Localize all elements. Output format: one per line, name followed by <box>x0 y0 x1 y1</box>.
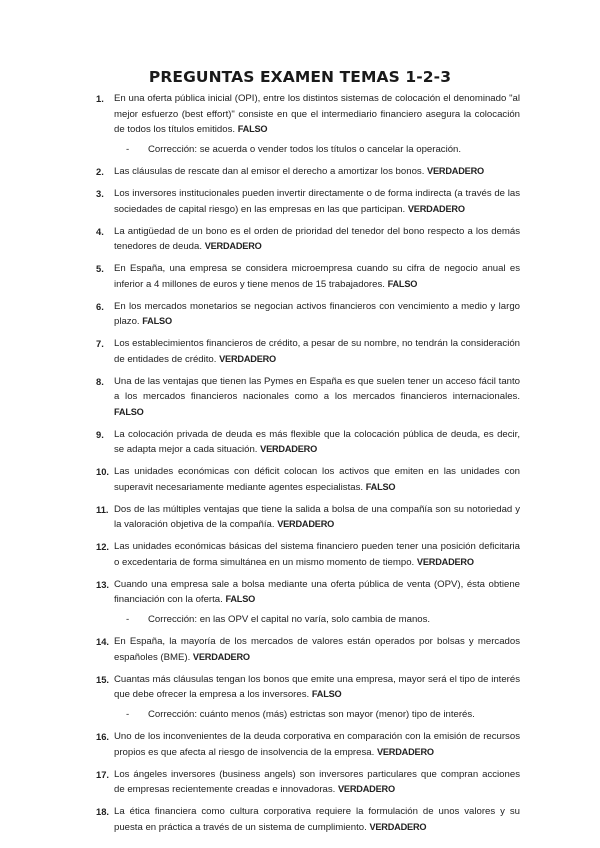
question-item <box>96 464 520 495</box>
question-answer: VERDADERO <box>192 651 250 662</box>
question-number: 9. <box>96 428 104 440</box>
question-number: 16. <box>96 731 110 742</box>
question-number: 3. <box>96 188 104 199</box>
correction-note <box>126 707 520 723</box>
question-text: En una oferta pública inicial (OPI), entre los distintos sistemas de colocación el denominado "al mejor esfuerzo (best effort)" consiste en que el intermediario financiero asegura la colocación de todos los títulos emitidos. <box>114 93 520 135</box>
correction-text: Corrección: se acuerda o vender todos los títulos o cancelar la operación. <box>148 144 462 155</box>
question-item <box>96 164 520 180</box>
question-text: En España, una empresa se considera microempresa cuando su cifra de negocio anual es inferior a 4 millones de euros y tiene menos de 15 trabajadores. <box>114 263 520 290</box>
question-answer: FALSO <box>311 689 342 699</box>
question-answer: VERDADERO <box>376 746 434 757</box>
question-item <box>96 767 520 798</box>
question-text: La ética financiera como cultura corporativa requiere la formulación de unos valores y su puesta en práctica a través de un sistema de cumplimiento. <box>114 806 520 833</box>
question-number: 14. <box>96 636 110 647</box>
question-item <box>96 91 520 138</box>
question-text: Los inversores institucionales pueden invertir directamente o de forma indirecta (a través de las sociedades de capital riesgo) en las empresas en las que participan. <box>114 188 520 215</box>
question-number: 12. <box>96 541 110 552</box>
question-answer: VERDADERO <box>260 444 318 454</box>
question-item <box>96 261 520 292</box>
question-answer: VERDADERO <box>338 784 395 794</box>
correction-note <box>126 612 520 628</box>
correction-note <box>126 142 520 158</box>
question-text: Las unidades económicas básicas del sistema financiero pueden tener una posición deficitaria o excedentaria de forma simultánea en un mismo momento de tiempo. <box>114 541 520 568</box>
question-answer: FALSO <box>225 594 256 604</box>
question-answer: VERDADERO <box>219 353 276 364</box>
question-answer: FALSO <box>365 481 396 492</box>
question-number: 8. <box>96 375 104 387</box>
question-text: Las unidades económicas con déficit colocan los activos que emiten en las unidades con superavit necesariamente mediante agentes especialistas. <box>114 466 520 493</box>
question-answer: VERDADERO <box>427 166 484 176</box>
correction-text: Corrección: cuánto menos (más) estrictas son mayor (menor) tipo de interés. <box>148 709 475 720</box>
question-item <box>96 729 520 760</box>
question-item <box>96 577 520 608</box>
correction-text: Corrección: en las OPV el capital no varía, solo cambia de manos. <box>148 614 431 625</box>
question-item <box>96 336 520 367</box>
question-number: 1. <box>96 93 104 104</box>
question-number: 18. <box>96 806 110 817</box>
question-text: Uno de los inconvenientes de la deuda corporativa en comparación con la emisión de recursos propios es que afecta al riesgo de insolvencia de la empresa. <box>114 731 520 758</box>
question-number: 17. <box>96 768 110 780</box>
question-answer: FALSO <box>237 124 268 134</box>
question-number: 4. <box>96 225 104 237</box>
correction-dash: - <box>126 709 130 720</box>
question-text: En España, la mayoría de los mercados de valores están operados por bolsas y mercados españoles (BME). <box>114 636 520 663</box>
question-text: Los establecimientos financieros de crédito, a pesar de su nombre, no tendrán la consideración de entidades de crédito. <box>114 338 520 365</box>
question-answer: VERDADERO <box>416 556 474 567</box>
question-item <box>96 374 520 421</box>
question-item <box>96 804 520 835</box>
correction-dash: - <box>126 144 130 155</box>
question-text: Una de las ventajas que tienen las Pymes en España es que suelen tener un acceso fácil tanto a los mercados financieros nacionales como a los mercados financieros internacionales. <box>114 375 520 402</box>
correction-dash: - <box>126 614 130 625</box>
question-item <box>96 634 520 665</box>
page-title: PREGUNTAS EXAMEN TEMAS 1-2-3 <box>148 68 452 86</box>
question-number: 11. <box>96 503 109 515</box>
question-number: 2. <box>96 166 104 177</box>
question-item <box>96 502 520 533</box>
question-answer: VERDADERO <box>407 203 465 214</box>
question-text: La colocación privada de deuda es más flexible que la colocación pública de deuda, es decir, se adapta mejor a cada situación. <box>114 428 520 455</box>
question-list <box>96 91 520 842</box>
question-item <box>96 672 520 703</box>
question-answer: FALSO <box>114 406 144 417</box>
question-text: Cuantas más cláusulas tengan los bonos que emite una empresa, mayor será el tipo de interés que debe ofrecer la empresa a los inversores. <box>114 673 520 700</box>
question-item <box>96 299 520 330</box>
question-number: 6. <box>96 300 104 312</box>
question-number: 7. <box>96 338 104 349</box>
question-item <box>96 224 520 255</box>
question-text: Cuando una empresa sale a bolsa mediante una oferta pública de venta (OPV), ésta obtiene financiación con la oferta. <box>114 578 520 605</box>
question-text: Dos de las múltiples ventajas que tiene la salida a bolsa de una compañía son su notoriedad y la valoración objetiva de la compañía. <box>114 503 520 530</box>
question-number: 10. <box>96 466 110 477</box>
question-answer: FALSO <box>387 278 418 289</box>
question-answer: VERDADERO <box>204 241 262 251</box>
question-answer: VERDADERO <box>369 821 427 832</box>
question-item <box>96 427 520 458</box>
question-item <box>96 539 520 570</box>
question-answer: FALSO <box>142 316 172 326</box>
question-text: En los mercados monetarios se negocian activos financieros con vencimiento a medio y largo plazo. <box>114 300 520 327</box>
question-number: 5. <box>96 263 104 274</box>
question-number: 13. <box>96 578 110 590</box>
question-answer: VERDADERO <box>277 519 335 529</box>
question-text: Los ángeles inversores (business angels) son inversores particulares que compran acciones de empresas recientemente creadas e innovadoras. <box>114 768 520 795</box>
question-text: La antigüedad de un bono es el orden de prioridad del tenedor del bono respecto a los demás tenedores de deuda. <box>114 225 520 252</box>
question-text: Las cláusulas de rescate dan al emisor el derecho a amortizar los bonos. <box>114 166 425 177</box>
question-item <box>96 186 520 217</box>
question-number: 15. <box>96 673 110 685</box>
